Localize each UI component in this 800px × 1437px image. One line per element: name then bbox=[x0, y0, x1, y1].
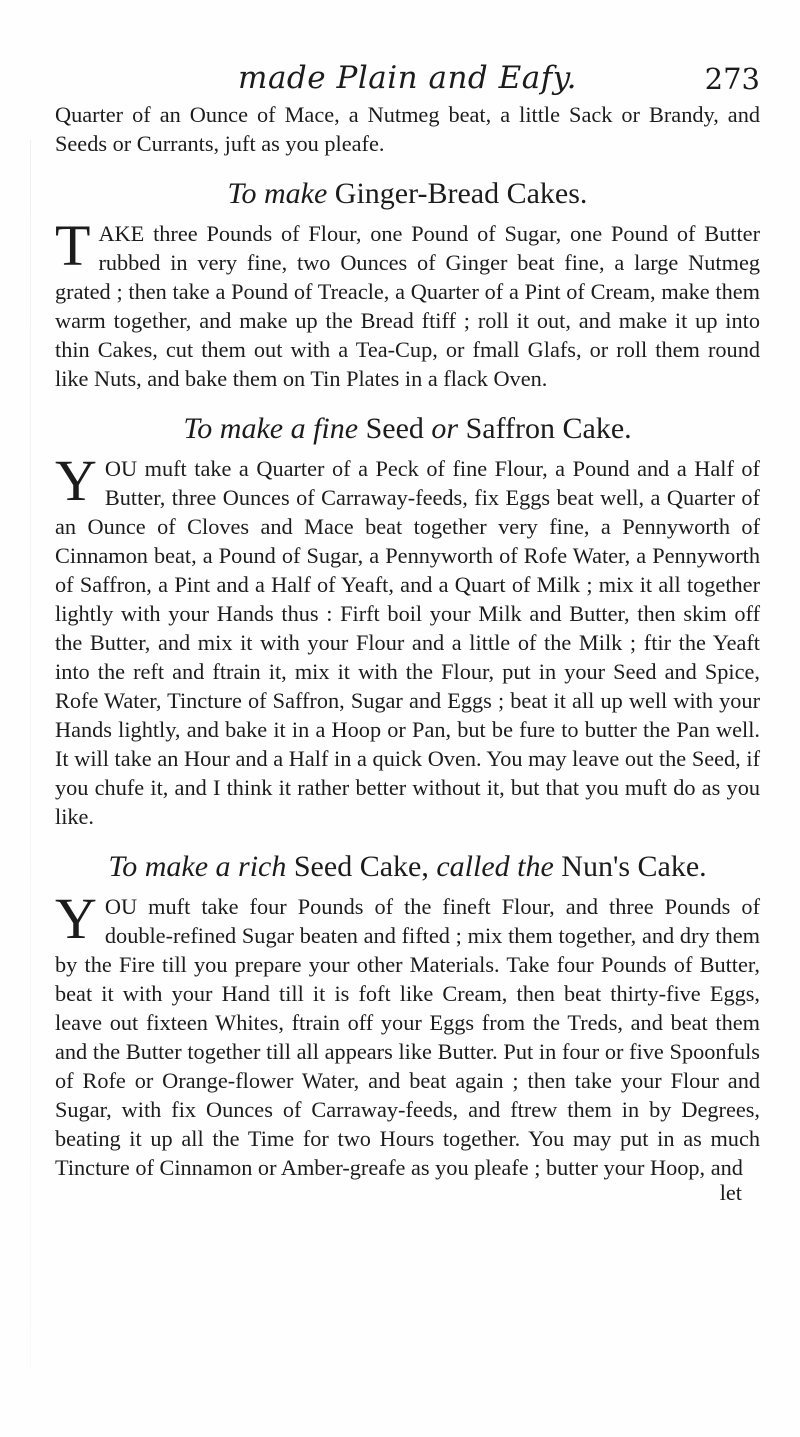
heading-roman: Seed Cake, bbox=[286, 850, 437, 883]
recipe-body: OU muft take four Pounds of the fineft Flour, and three Pounds of double-refined Sugar beaten and fifted ; mix them together, and dry them by the Fire till you prepare your other Materials. Take four Pounds of Butter, beat it with your Hand till it is foft like Cream, then beat thirty-five Eggs, leave out fixteen Whites, ftrain off your Eggs from the Treds, and beat them and the Butter together till all appears like Butter. Put in four or five Spoonfuls of Rofe or Orange-flower Water, and beat again ; then take your Flour and Sugar, with fix Ounces of Carraway-feeds, and ftrew them in by Degrees, beating it up all the Time for two Hours together. You may put in as much Tincture of Cinnamon or Amber-greafe as you pleafe ; butter your Hoop, and bbox=[55, 894, 760, 1180]
recipe-text bbox=[55, 886, 760, 1182]
heading-italic-2: or bbox=[431, 412, 459, 445]
recipe-body: OU muft take a Quarter of a Peck of fine Flour, a Pound and a Half of Butter, three Ounces of Carraway-feeds, fix Eggs beat well, a Quarter of an Ounce of Cloves and Mace beat together very fine, a Pennyworth of Cinnamon beat, a Pound of Sugar, a Pennyworth of Rofe Water, a Pennyworth of Saffron, a Pint and a Half of Yeaft, and a Quart of Milk ; mix it all together lightly with your Hands thus : Firft boil your Milk and Butter, then skim off the Butter, and mix it with your Flour and a little of the Milk ; ftir the Yeaft into the reft and ftrain it, mix it with the Flour, put in your Seed and Spice, Rofe Water, Tincture of Saffron, Sugar and Eggs ; beat it all up well with your Hands lightly, and bake it in a Hoop or Pan, but be fure to butter the Pan well. It will take an Hour and a Half in a quick Oven. You may leave out the Seed, if you chufe it, and I think it rather better without it, but that you muft do as you like. bbox=[55, 456, 760, 829]
recipe-heading bbox=[55, 411, 760, 447]
heading-roman: Ginger-Bread Cakes. bbox=[327, 177, 588, 210]
recipe-seed-saffron-cake bbox=[55, 411, 760, 831]
recipe-text bbox=[55, 448, 760, 831]
catchword: let bbox=[719, 1180, 742, 1205]
heading-italic: To make bbox=[227, 177, 328, 210]
heading-roman: Seed bbox=[358, 412, 432, 445]
intro-paragraph: Quarter of an Ounce of Mace, a Nutmeg beat, a little Sack or Brandy, and Seeds or Currants, juft as you pleafe. bbox=[55, 102, 760, 156]
recipe-text bbox=[55, 213, 760, 393]
running-head: made Plain and Eafy. bbox=[238, 60, 577, 96]
drop-cap: Y bbox=[55, 886, 97, 951]
recipe-nuns-cake bbox=[55, 849, 760, 1182]
recipe-ginger-bread bbox=[55, 176, 760, 393]
drop-cap: T bbox=[55, 213, 91, 278]
heading-roman-2: Nun's Cake. bbox=[553, 850, 707, 883]
heading-italic-2: called the bbox=[436, 850, 554, 883]
heading-italic: To make a fine bbox=[183, 412, 359, 445]
drop-cap: Y bbox=[55, 448, 97, 513]
recipe-heading bbox=[55, 849, 760, 885]
page-fold-shadow bbox=[30, 140, 31, 1370]
page-number: 273 bbox=[704, 62, 760, 96]
heading-italic: To make a rich bbox=[108, 850, 287, 883]
page-header bbox=[55, 60, 760, 100]
recipe-heading bbox=[55, 176, 760, 212]
page-body bbox=[55, 100, 760, 1207]
heading-roman-2: Saffron Cake. bbox=[458, 412, 632, 445]
recipe-body: AKE three Pounds of Flour, one Pound of Sugar, one Pound of Butter rubbed in very fine, two Ounces of Ginger beat fine, a large Nutmeg grated ; then take a Pound of Treacle, a Quarter of a Pint of Cream, make them warm together, and make up the Bread ftiff ; roll it out, and make it up into thin Cakes, cut them out with a Tea-Cup, or fmall Glafs, or roll them round like Nuts, and bake them on Tin Plates in a flack Oven. bbox=[55, 221, 760, 391]
